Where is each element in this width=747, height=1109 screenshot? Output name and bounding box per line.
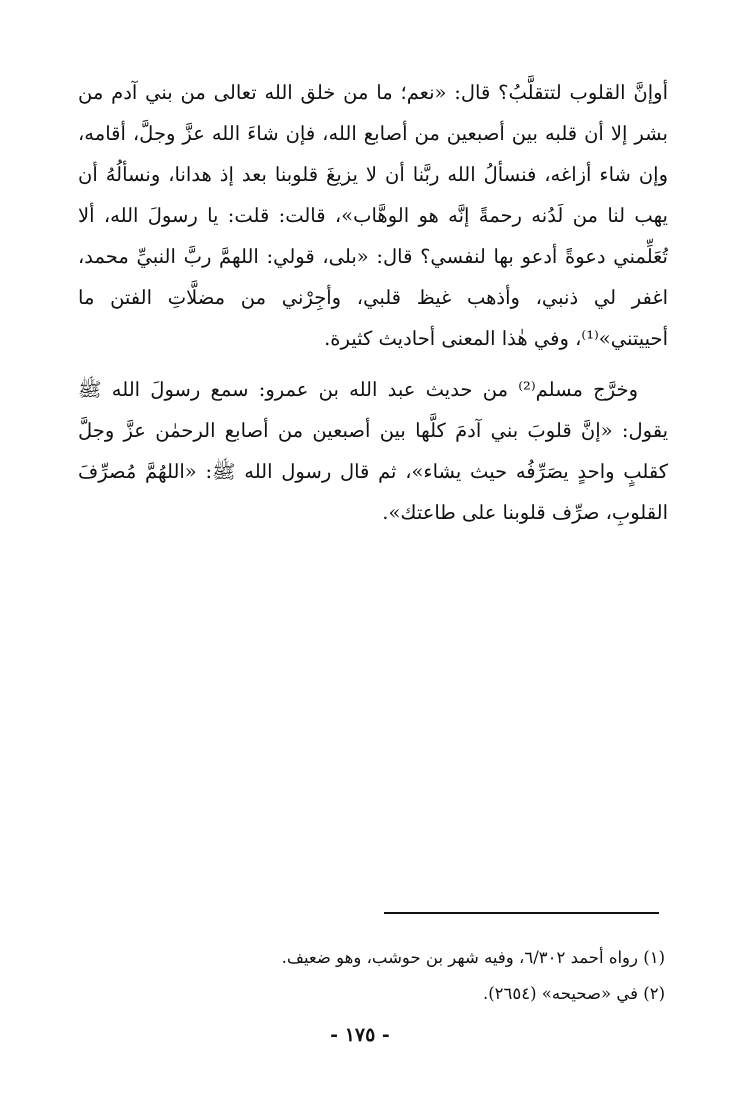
footnote-separator [384,912,659,914]
footnote-2: (٢) في «صحيحه» (٢٦٥٤). [482,984,665,1003]
footnotes [200,940,665,1012]
paragraph-1: أوإنَّ القلوب لتتقلَّبُ؟ قال: «نعم؛ ما من خلق الله تعالى من بني آدم من بشر إلا أن قلبه بين أصبعين من أصابع الله، فإن شاءَ الله عزَّ وجلَّ، أقامه، وإن شاء أزاغه، فنسألُ الله ربَّنا أن لا يزيغَ قلوبنا بعد إذ هدانا، ونسألُهُ أن يهب لنا من لَدُنه رحمةً إنَّه هو الوهَّاب»، قالت: قلت: يا رسولَ الله، ألا تُعَلِّمني دعوةً أدعو بها لنفسي؟ قال: «بلى، قولي: اللهمَّ ربَّ النبيِّ محمد، اغفر لي ذنبي، وأذهب غيظ قلبي، وأجِرْني من مضلَّاتِ الفتن ما أحييتني»⁽¹⁾، وفي هٰذا المعنى أحاديث كثيرة. [78,81,668,350]
footnote-1: (١) رواه أحمد ٦/٣٠٢، وفيه شهر بن حوشب، وهو ضعيف. [281,948,665,967]
paragraph-2: وخرَّج مسلم⁽²⁾ من حديث عبد الله بن عمرو: سمع رسولَ الله ﷺ يقول: «إنَّ قلوبَ بني آدمَ كلَّها بين أصبعين من أصابع الرحمٰن عزَّ وجلَّ كقلبٍ واحدٍ يصَرِّفُه حيث يشاء»، ثم قال رسول الله ﷺ: «اللهُمَّ مُصرِّفَ القلوبِ، صرِّف قلوبنا على طاعتك». [78,378,668,524]
main-text [78,72,668,533]
page-number: - ١٧٥ - [330,1024,390,1046]
